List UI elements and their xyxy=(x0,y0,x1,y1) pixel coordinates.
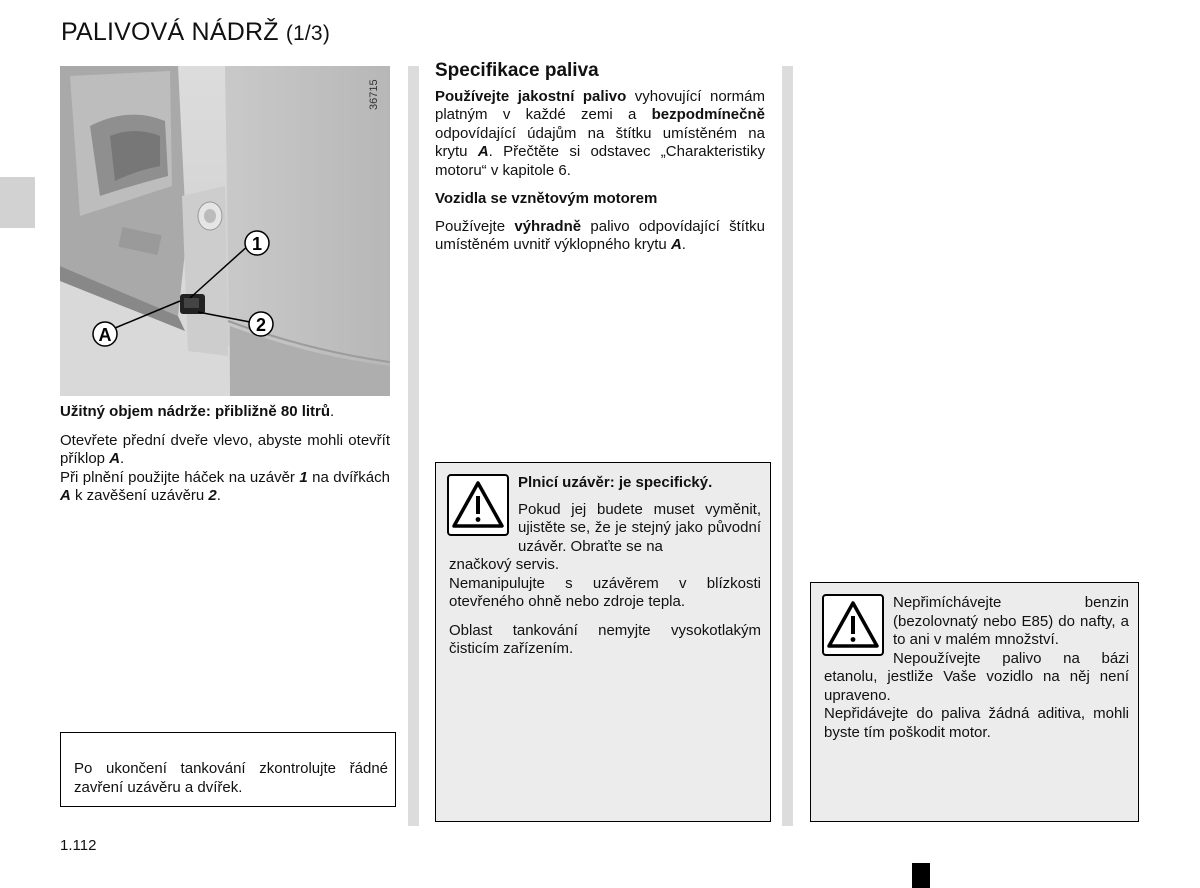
warn-ethanol-text: Nepoužívejte palivo na bázi etanolu, jestliže Vaše vozidlo na něj není upraveno. xyxy=(824,649,1129,704)
fuel-spec-section xyxy=(435,62,765,255)
refuel-note-box xyxy=(60,732,396,807)
svg-text:2: 2 xyxy=(255,315,267,335)
spec-bold-2: bezpodmínečně xyxy=(651,106,765,123)
ref-A-2: A xyxy=(60,487,71,504)
diesel-paragraph xyxy=(435,218,765,255)
spec-text-2: odpovídající údajům na štítku umístěném na krytu xyxy=(435,124,765,160)
diesel-bold: výhradně xyxy=(514,217,582,235)
callout-1 xyxy=(245,231,269,255)
fuel-mixing-warning xyxy=(810,582,1139,822)
chapter-tab xyxy=(0,177,35,228)
title-text: PALIVOVÁ NÁDRŽ xyxy=(61,18,279,46)
capacity-end: . xyxy=(330,403,335,420)
ref-2: 2 xyxy=(208,487,217,504)
hook-end: . xyxy=(216,487,221,504)
ref-A-4: A xyxy=(670,236,682,253)
hook-text-3: k zavěšení uzávěru xyxy=(70,487,209,504)
diesel-subheading xyxy=(435,190,765,209)
warn-wash-text: Oblast tankování nemyjte vysokotlakým čisticím zařízením. xyxy=(449,621,761,657)
warn-fire-text: Nemanipulujte s uzávěrem v blízkosti otevřeného ohně nebo zdroje tepla. xyxy=(449,574,761,610)
left-column-text xyxy=(60,403,390,506)
warn-additive-text: Nepřidávejte do paliva žádná aditiva, mohli byste tím poškodit motor. xyxy=(824,705,1129,741)
figure-number: 36715 xyxy=(368,79,380,110)
open-door-end: . xyxy=(120,450,125,467)
warn-title xyxy=(518,474,761,493)
diesel-subheading-text: Vozidla se vznětovým motorem xyxy=(435,190,658,207)
vehicle-side-drawing xyxy=(60,66,390,396)
spec-paragraph xyxy=(435,88,765,181)
diesel-text-1: Používejte xyxy=(435,217,515,235)
warn-title-text: Plnicí uzávěr: je specifický. xyxy=(518,474,713,491)
spec-text-1: vyhovující normám platným v každé zemi a xyxy=(435,87,765,123)
open-door-paragraph xyxy=(60,432,390,469)
column-divider-right xyxy=(782,66,793,826)
warn-replace-text: Pokud jej budete muset vyměnit, ujistěte se, že je stejný jako původní uzávěr. Obraťte se na xyxy=(518,500,761,555)
page-title xyxy=(61,18,330,47)
fuel-door-illustration xyxy=(60,66,390,396)
hook-text-2: na dvířkách xyxy=(307,468,390,486)
hook-text-1: Při plnění použijte háček na uzávěr xyxy=(60,468,300,486)
title-suffix: (1/3) xyxy=(285,22,331,45)
spec-bold-1: Používejte jakostní palivo xyxy=(435,87,627,105)
edge-marker xyxy=(912,863,930,888)
open-door-text: Otevřete přední dveře vlevo, abyste mohli otevřít příklop xyxy=(60,431,390,467)
capacity-line xyxy=(60,403,390,422)
callout-A xyxy=(93,322,117,346)
svg-text:1: 1 xyxy=(251,234,263,254)
warning-icon xyxy=(447,474,509,536)
hook-paragraph xyxy=(60,469,390,506)
filler-cap-warning xyxy=(435,462,771,822)
ref-A-3: A xyxy=(477,143,489,160)
warn-mixing-text: Nepřimíchávejte benzin (bezolovnatý nebo E85) do nafty, a to ani v malém množství. xyxy=(893,594,1129,648)
section-heading: Specifikace paliva xyxy=(435,60,599,81)
diesel-end: . xyxy=(681,236,686,253)
diesel-text-2: palivo odpovídající štítku umístěném uvnitř výklopného krytu xyxy=(435,217,765,253)
ref-A: A xyxy=(109,450,121,467)
column-divider-left xyxy=(408,66,419,826)
warning-icon-2 xyxy=(822,594,884,656)
page-number: 1.112 xyxy=(60,837,97,854)
capacity-bold: Užitný objem nádrže: přibližně 80 litrů xyxy=(60,403,331,420)
refuel-note-text: Po ukončení tankování zkontrolujte řádné zavření uzávěru a dvířek. xyxy=(74,760,388,796)
ref-1: 1 xyxy=(299,468,308,486)
svg-text:A: A xyxy=(98,325,112,345)
callout-2 xyxy=(249,312,273,336)
warn-service-text: značkový servis. xyxy=(449,556,560,573)
spec-text-3: . Přečtěte si odstavec „Charakteristiky motoru“ v kapitole 6. xyxy=(435,143,765,179)
